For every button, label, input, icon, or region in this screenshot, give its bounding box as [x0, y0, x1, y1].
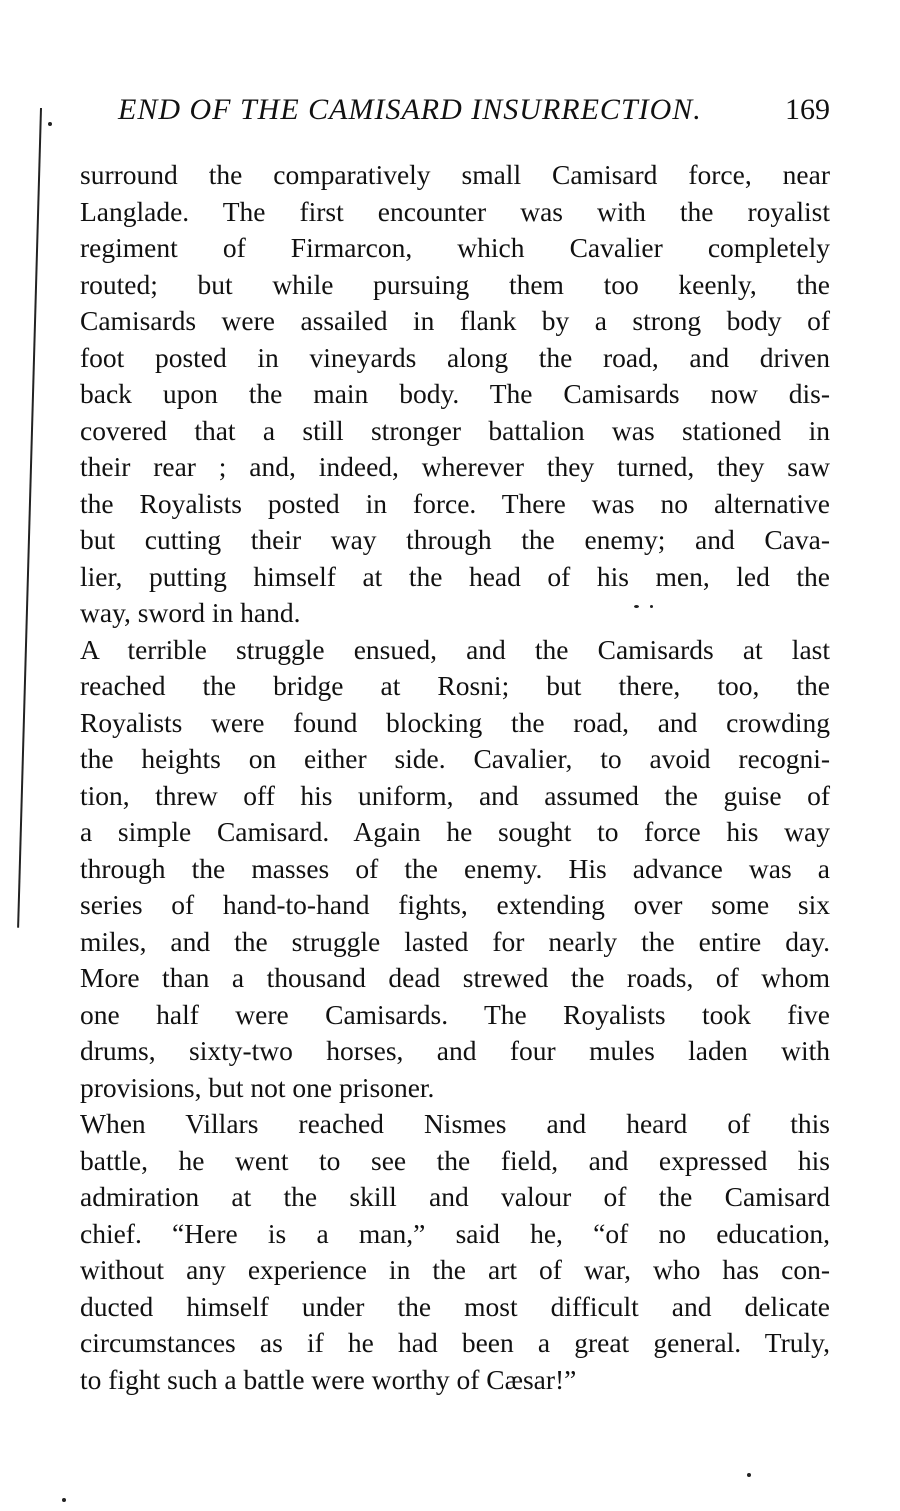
paragraph	[80, 632, 830, 1107]
text-line: back upon the main body. The Camisards now dis-	[80, 378, 830, 409]
text-line: ducted himself under the most difficult and delicate	[80, 1290, 830, 1322]
text-line: reached the bridge at Rosni; but there, too, the	[80, 670, 830, 701]
text-line: tion, threw off his uniform, and assumed the guise of	[80, 779, 830, 811]
text-line: drums, sixty-two horses, and four mules laden with	[80, 1035, 830, 1066]
text-line: When Villars reached Nismes and heard of this	[80, 1108, 830, 1139]
paragraph	[80, 157, 830, 632]
text-line: the Royalists posted in force. There was no alternative	[80, 487, 830, 519]
text-line: regiment of Firmarcon, which Cavalier completely	[80, 232, 830, 263]
text-line: provisions, but not one prisoner.	[80, 1071, 435, 1103]
text-line: Camisards were assailed in flank by a strong body of	[80, 305, 830, 336]
text-line: A terrible struggle ensued, and the Camisards at last	[80, 633, 830, 665]
text-line: covered that a still stronger battalion was stationed in	[80, 414, 830, 446]
text-line: Langlade. The first encounter was with the royalist	[80, 195, 830, 227]
ink-speck	[747, 1473, 751, 1477]
text-line: one half were Camisards. The Royalists took five	[80, 998, 830, 1030]
text-line: through the masses of the enemy. His advance was a	[80, 852, 830, 884]
text-line: lier, putting himself at the head of his men, led the	[80, 560, 830, 592]
text-line: series of hand-to-hand fights, extending over some six	[80, 889, 830, 920]
text-line: routed; but while pursuing them too keenly, the	[80, 268, 830, 300]
text-line: More than a thousand dead strewed the roads, of whom	[80, 962, 830, 993]
text-line: foot posted in vineyards along the road, and driven	[80, 341, 830, 373]
text-line: admiration at the skill and valour of the Camisard	[80, 1181, 830, 1212]
text-line: but cutting their way through the enemy; and Cava-	[80, 524, 830, 555]
text-line: Royalists were found blocking the road, and crowding	[80, 706, 830, 738]
text-line: battle, he went to see the field, and expressed his	[80, 1144, 830, 1176]
text-line: to fight such a battle were worthy of Cæsar!”	[80, 1363, 577, 1395]
page-number: 169	[785, 93, 830, 126]
body-text	[80, 157, 830, 1398]
text-line: surround the comparatively small Camisard force, near	[80, 159, 830, 190]
text-line: chief. “Here is a man,” said he, “of no education,	[80, 1217, 830, 1249]
text-line: without any experience in the art of war, who has con-	[80, 1254, 830, 1285]
running-title: END OF THE CAMISARD INSURRECTION.	[118, 93, 702, 126]
text-line: the heights on either side. Cavalier, to avoid recogni-	[80, 743, 830, 774]
text-line: a simple Camisard. Again he sought to force his way	[80, 816, 830, 847]
ink-speck	[62, 1498, 66, 1502]
ink-speck	[48, 122, 52, 126]
margin-pencil-line	[17, 108, 42, 928]
text-line: way, sword in hand.	[80, 597, 301, 628]
text-line: circumstances as if he had been a great general. Truly,	[80, 1327, 830, 1358]
paragraph	[80, 1106, 830, 1398]
text-line: miles, and the struggle lasted for nearly the entire day.	[80, 925, 830, 957]
page-header	[78, 93, 830, 133]
text-line: their rear ; and, indeed, wherever they turned, they saw	[80, 451, 830, 482]
